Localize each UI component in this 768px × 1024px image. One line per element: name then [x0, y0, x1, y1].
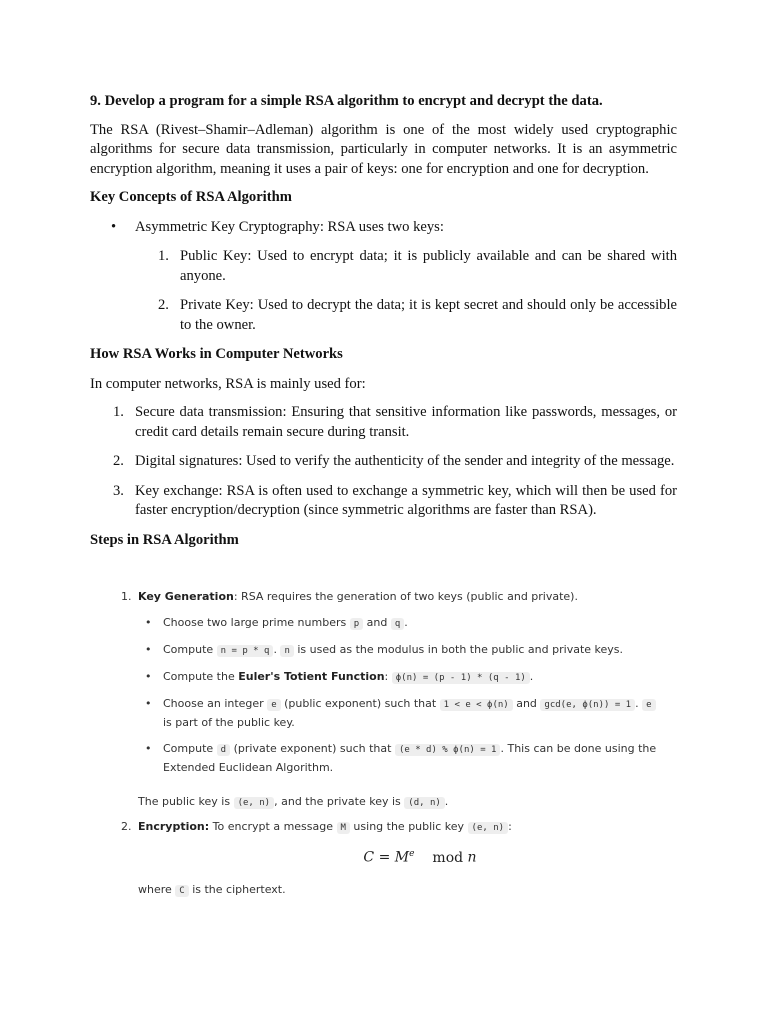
ciphertext-note: where C is the ciphertext.	[138, 882, 286, 896]
inline-code: e	[267, 699, 280, 711]
intro-paragraph: The RSA (Rivest–Shamir–Adleman) algorithm is one of the most widely used cryptographic algorithms for secure data transmission, particularly in computer networks. It is an asymmetric encryption algorithm, meaning it uses a pair of keys: one for encryption and one for decryption.	[90, 121, 677, 177]
document-body	[90, 92, 677, 560]
inline-code: (e, n)	[234, 797, 275, 809]
list-item	[90, 218, 677, 336]
bullet-icon: •	[145, 670, 152, 683]
list-number: 1.	[113, 404, 124, 420]
how-works-lead: In computer networks, RSA is mainly used for:	[90, 375, 366, 392]
inline-code: M	[337, 822, 350, 834]
list-item: • Choose two large prime numbers p and q .	[100, 614, 680, 633]
inline-code: n	[280, 645, 293, 657]
encryption-formula: $C = M^e$ mod n	[363, 849, 477, 866]
bullet-icon: •	[145, 643, 152, 656]
list-item	[90, 296, 677, 335]
list-item	[90, 247, 677, 286]
inline-code: d	[217, 744, 230, 756]
list-item: • Compute n = p * q . n is used as the modulus in both the public and private keys.	[100, 641, 680, 660]
list-text: Secure data transmission: Ensuring that sensitive information like passwords, messages, or credit card details remain secure during transit.	[135, 404, 677, 440]
key-types-list	[90, 247, 677, 335]
inline-code: n = p * q	[217, 645, 274, 657]
key-summary: The public key is (e, n) , and the private key is (d, n) .	[138, 795, 449, 808]
inline-code: 1 < e < ϕ(n)	[440, 699, 513, 711]
inline-code: (e * d) % ϕ(n) = 1	[395, 744, 501, 756]
list-number: 1.	[158, 248, 169, 264]
inline-code: gcd(e, ϕ(n)) = 1	[540, 699, 635, 711]
bullet-text: Asymmetric Key Cryptography: RSA uses two keys:	[135, 218, 444, 235]
list-number: 3.	[113, 482, 124, 499]
list-item: • Choose an integer e (public exponent) such that 1 < e < ϕ(n) and gcd(e, ϕ(n)) = 1 . e is part of the public key.	[100, 695, 680, 732]
step-text: : RSA requires the generation of two keys (public and private).	[233, 590, 578, 603]
inline-code: (e, n)	[468, 822, 509, 834]
step-2: 2. Encryption: To encrypt a message M using the public key (e, n) :	[100, 818, 680, 837]
steps-heading: Steps in RSA Algorithm	[90, 531, 239, 548]
inline-code: p	[350, 618, 363, 630]
how-works-heading: How RSA Works in Computer Networks	[90, 346, 343, 362]
step-1	[100, 588, 680, 606]
inline-code: q	[391, 618, 404, 630]
inline-code: (d, n)	[404, 797, 445, 809]
inline-code: e	[642, 699, 655, 711]
list-text: Public Key: Used to encrypt data; it is publicly available and can be shared with anyone.	[180, 248, 677, 284]
list-item	[90, 482, 677, 521]
bullet-icon: •	[145, 697, 152, 710]
list-number: 2.	[113, 453, 124, 469]
list-number: 2.	[158, 297, 169, 313]
bullet-icon: •	[111, 218, 117, 235]
list-text: Private Key: Used to decrypt the data; it is kept secret and should only be accessible to the owner.	[180, 297, 677, 333]
list-text: Digital signatures: Used to verify the authenticity of the sender and integrity of the message.	[135, 453, 675, 469]
list-item	[90, 403, 677, 442]
list-number: 2.	[121, 820, 132, 833]
inline-code: C	[175, 885, 188, 897]
document-title: 9. Develop a program for a simple RSA algorithm to encrypt and decrypt the data.	[90, 93, 603, 109]
list-item: • Compute d (private exponent) such that (e * d) % ϕ(n) = 1 . This can be done using the Extended Euclidean Algorithm.	[145, 742, 657, 774]
list-item	[90, 452, 677, 472]
step-label: Key Generation	[138, 590, 234, 603]
list-text: Key exchange: RSA is often used to exchange a symmetric key, which will then be used for faster encryption/decryption (since symmetric algorithms are faster than RSA).	[135, 482, 677, 518]
list-number: 1.	[121, 590, 132, 603]
step-label: Encryption:	[138, 820, 210, 833]
key-concepts-heading: Key Concepts of RSA Algorithm	[90, 189, 292, 205]
bullet-icon: •	[145, 742, 152, 755]
uses-list	[90, 403, 677, 521]
bullet-icon: •	[145, 616, 152, 629]
key-concepts-list	[90, 218, 677, 336]
list-item: • Compute the Euler's Totient Function: ϕ(n) = (p - 1) * (q - 1) .	[100, 668, 680, 687]
steps-screenshot	[100, 588, 680, 900]
inline-code: ϕ(n) = (p - 1) * (q - 1)	[392, 672, 530, 684]
